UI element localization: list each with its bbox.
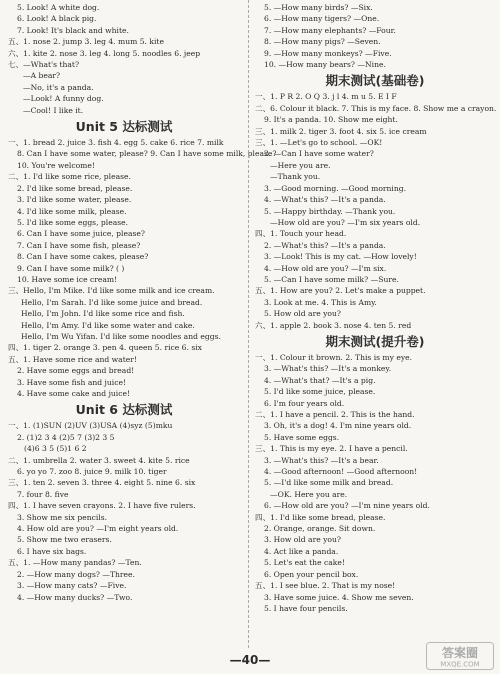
section-heading: Unit 6 达标测试: [75, 402, 173, 418]
section-heading: 期末测试(提升卷): [325, 333, 425, 349]
answer-line: Hello, I'm Sarah. I'd like some juice and bread.: [21, 297, 203, 307]
watermark-text: 答案圈: [441, 646, 479, 660]
answer-column-left: [8, 2, 277, 603]
answer-line: 5. —I'd like some milk and bread.: [264, 478, 394, 488]
answer-line: 3. Have some juice. 4. Show me seven.: [264, 592, 414, 602]
answer-line: —Look! A funny dog.: [23, 94, 104, 104]
answer-line: 2. —Can I have some water?: [264, 149, 374, 159]
answer-line: 6. I'm four years old.: [264, 398, 345, 408]
answer-line: 一、1. (1)SUN (2)UV (3)USA (4)syz (5)mku: [8, 421, 173, 431]
answer-line: 二、6. Colour it black. 7. This is my face. 8. Show me a crayon.: [255, 103, 497, 113]
section-heading: 期末测试(基础卷): [325, 73, 425, 89]
answer-line: 5. Have some eggs.: [264, 432, 340, 442]
answer-line: 5. —Can I have some milk? —Sure.: [264, 274, 399, 284]
answer-line: 四、1. tiger 2. orange 3. pen 4. queen 5. rice 6. six: [8, 343, 202, 353]
answer-line: 4. —What's this? —It's a panda.: [264, 195, 386, 205]
answer-line: 2. —How many dogs? —Three.: [17, 569, 135, 579]
answer-line: 7. Look! It's black and white.: [17, 25, 129, 35]
answer-line: 3. —Good morning. —Good morning.: [264, 183, 407, 193]
answer-line: 四、1. I'd like some bread, please.: [255, 512, 386, 522]
answer-line: 10. You're welcome!: [17, 160, 95, 170]
section-heading: Unit 5 达标测试: [75, 119, 173, 135]
answer-line: 5. —How many birds? —Six.: [264, 3, 373, 12]
watermark-logo: [426, 642, 494, 670]
answer-line: 三、Hello, I'm Mike. I'd like some milk and ice cream.: [8, 286, 215, 296]
answer-line: 三、1. —Let's go to school. —OK!: [255, 138, 383, 148]
answer-line: 8. —How many pigs? —Seven.: [264, 37, 381, 47]
answer-line: —How old are you? —I'm six years old.: [270, 217, 421, 227]
answer-line: —Cool! I like it.: [23, 105, 84, 115]
answer-line: 8. Can I have some cakes, please?: [17, 252, 149, 262]
answer-line: 6. —How many tigers? —One.: [264, 14, 380, 24]
answer-line: 3. Have some fish and juice!: [17, 377, 127, 387]
answer-line: 5. Show me two erasers.: [17, 535, 112, 545]
answer-line: 一、1. bread 2. juice 3. fish 4. egg 5. cake 6. rice 7. milk: [8, 138, 224, 148]
answer-line: 3. Show me six pencils.: [17, 512, 108, 522]
answer-line: 3. Look at me. 4. This is Amy.: [264, 297, 377, 307]
answer-line: 3. Oh, it's a dog! 4. I'm nine years old.: [264, 421, 412, 431]
answer-line: —OK. Here you are.: [270, 489, 348, 499]
answer-line: Hello, I'm Amy. I'd like some water and cake.: [21, 320, 195, 330]
answer-line: —A bear?: [23, 71, 61, 81]
answer-line: 五、1. I see blue. 2. That is my nose!: [255, 581, 396, 591]
answer-line: 5. I'd like some eggs, please.: [17, 217, 129, 227]
answer-column-right: [255, 2, 495, 614]
answer-line: 2. (1)2 3 4 (2)5 7 (3)2 3 5: [17, 432, 115, 442]
answer-line: 三、1. milk 2. tiger 3. foot 4. six 5. ice cream: [255, 126, 427, 136]
answer-line: 9. —How many monkeys? —Five.: [264, 48, 392, 58]
answer-line: 8. Can I have some water, please? 9. Can I have some milk, please?: [17, 149, 277, 159]
answer-line: 四、1. Touch your head.: [255, 229, 347, 239]
answer-line: 4. Have some cake and juice!: [17, 389, 131, 398]
answer-line: 五、1. —How many pandas? —Ten.: [8, 558, 142, 568]
answer-line: 4. Act like a panda.: [264, 546, 339, 556]
answer-line: 4. How old are you? —I'm eight years old.: [17, 524, 179, 534]
answer-line: 三、1. ten 2. seven 3. three 4. eight 5. nine 6. six: [8, 478, 196, 488]
answer-line: 3. How old are you?: [264, 535, 341, 545]
answer-line: 4. —How old are you? —I'm six.: [264, 263, 387, 273]
column-divider: [248, 0, 249, 648]
answer-line: 4. —What's that? —It's a pig.: [264, 375, 376, 385]
answer-line: —Thank you.: [270, 172, 321, 182]
answer-line: 3. —What's this? —It's a bear.: [264, 455, 379, 465]
answer-line: 6. Can I have some juice, please?: [17, 229, 145, 239]
answer-line: 10. Have some ice cream!: [17, 274, 118, 284]
answer-line: 2. Orange, orange. Sit down.: [264, 524, 376, 534]
answer-line: 六、1. apple 2. book 3. nose 4. ten 5. red: [255, 320, 412, 330]
answer-line: 二、1. umbrella 2. water 3. sweet 4. kite 5. rice: [8, 455, 190, 465]
answer-line: 9. It's a panda. 10. Show me eight.: [264, 115, 398, 125]
answer-line: 4. I'd like some milk, please.: [17, 206, 127, 216]
answer-line: 2. I'd like some bread, please.: [17, 183, 133, 193]
answer-line: 7. four 8. five: [17, 489, 69, 499]
answer-line: 一、1. P R 2. O Q 3. j l 4. m u 5. E I F: [255, 92, 397, 102]
answer-line: 三、1. This is my eye. 2. I have a pencil.: [255, 444, 408, 454]
answer-line: 7. Can I have some fish, please?: [17, 240, 141, 250]
answer-line: 5. I'd like some juice, please.: [264, 387, 376, 397]
answer-line: 3. I'd like some water, please.: [17, 195, 132, 205]
answer-line: 6. yo yo 7. zoo 8. juice 9. milk 10. tiger: [17, 467, 167, 477]
answer-line: 3. —What's this? —It's a monkey.: [264, 364, 392, 374]
answer-line: 3. —How many cats? —Five.: [17, 581, 127, 591]
answer-line: 二、1. I have a pencil. 2. This is the hand.: [255, 410, 415, 419]
answer-line: 七、—What's that?: [8, 60, 80, 70]
answer-line: 五、1. nose 2. jump 3. leg 4. mum 5. kite: [8, 37, 164, 47]
answer-line: 6. Look! A black pig.: [17, 14, 97, 24]
answer-line: 六、1. kite 2. nose 3. leg 4. long 5. noodles 6. jeep: [8, 48, 201, 58]
answer-line: 4. —How many ducks? —Two.: [17, 592, 133, 602]
answer-line: (4)6 3 5 (5)1 6 2: [24, 444, 87, 454]
answer-line: 四、1. I have seven crayons. 2. I have five rulers.: [8, 501, 196, 511]
answer-line: 五、1. How are you? 2. Let's make a puppet.: [255, 286, 426, 296]
answer-line: 5. I have four pencils.: [264, 603, 348, 613]
page-number: —40—: [229, 653, 271, 667]
answer-line: 6. I have six bags.: [17, 546, 87, 556]
answer-line: 2. Have some eggs and bread!: [17, 366, 135, 376]
watermark-subtext: MXQE.COM: [440, 660, 480, 669]
answer-line: Hello, I'm John. I'd like some rice and fish.: [21, 309, 185, 319]
answer-line: 5. How old are you?: [264, 309, 341, 319]
answer-line: 9. Can I have some milk? ( ): [17, 263, 125, 273]
answer-line: 5. Let's eat the cake!: [264, 558, 345, 568]
answer-line: 6. Open your pencil box.: [264, 569, 359, 579]
answer-line: Hello, I'm Wu Yifan. I'd like some noodles and eggs.: [21, 331, 221, 341]
answer-line: 3. —Look! This is my cat. —How lovely!: [264, 252, 417, 262]
answer-line: 二、1. I'd like some rice, please.: [8, 172, 131, 182]
answer-line: —No, it's a panda.: [23, 82, 94, 92]
answer-line: 5. Look! A white dog.: [17, 3, 100, 12]
answer-line: 6. —How old are you? —I'm nine years old.: [264, 501, 430, 511]
answer-line: 2. —What's this? —It's a panda.: [264, 240, 386, 250]
answer-line: 五、1. Have some rice and water!: [8, 354, 137, 364]
answer-line: 5. —Happy birthday. —Thank you.: [264, 206, 396, 216]
answer-line: 4. —Good afternoon! —Good afternoon!: [264, 467, 418, 477]
answer-line: 一、1. Colour it brown. 2. This is my eye.: [255, 352, 413, 362]
answer-line: 7. —How many elephants? —Four.: [264, 25, 396, 35]
answer-line: 10. —How many bears? —Nine.: [264, 60, 386, 70]
answer-line: —Here you are.: [270, 160, 331, 170]
